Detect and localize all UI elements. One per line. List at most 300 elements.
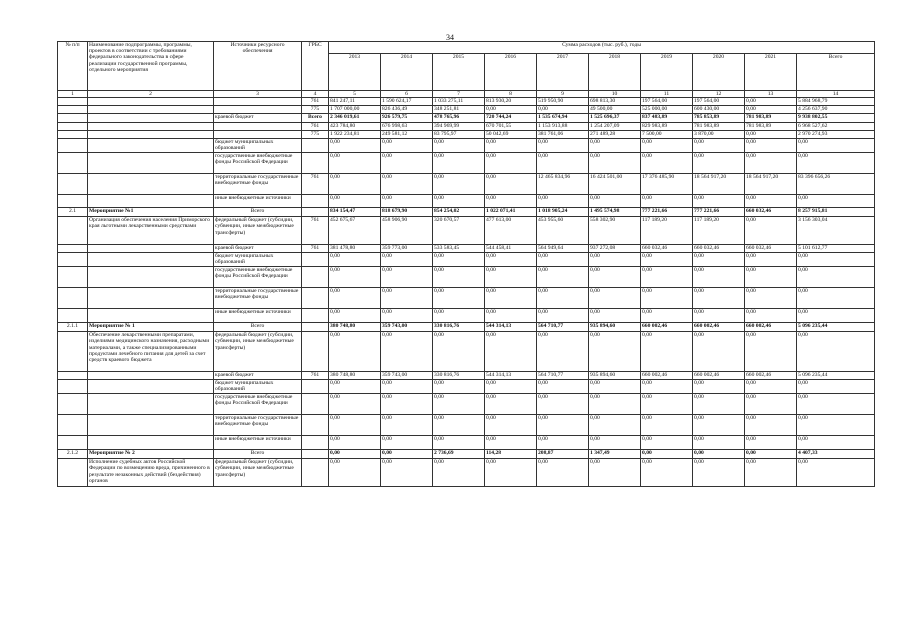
row-value: 660 002,46: [641, 323, 693, 332]
row-number: [58, 114, 88, 123]
row-value: 841 247,11: [329, 98, 381, 106]
row-grbs: Всего: [302, 114, 329, 123]
row-value: 348 251,81: [433, 106, 485, 114]
row-value: 0,00: [329, 415, 381, 436]
row-value: 519 950,90: [537, 98, 589, 106]
row-value: 9 938 802,55: [797, 114, 875, 123]
row-value: 0,00: [537, 394, 589, 415]
row-value: 330 816,76: [433, 372, 485, 380]
row-value: 0,00: [381, 459, 433, 487]
table-row: [58, 372, 875, 380]
row-grbs: [302, 323, 329, 332]
row-value: 0,00: [433, 394, 485, 415]
row-value: 6 968 527,62: [797, 123, 875, 131]
row-value: 18 564 917,20: [745, 174, 797, 195]
row-value: 720 744,24: [485, 114, 537, 123]
row-value: 8 257 915,81: [797, 208, 875, 217]
row-source: государственные внебюджетные фонды Российской Федерации: [214, 394, 302, 415]
column-number: 7: [433, 91, 485, 98]
row-value: 0,00: [589, 153, 641, 174]
column-number: 5: [329, 91, 381, 98]
table-row: [58, 153, 875, 174]
row-value: 777 221,66: [693, 208, 745, 217]
row-value: 0,00: [641, 139, 693, 153]
row-name: Обеспечение лекарственными препаратами, изделиями медицинского назначения, расходными материалами, а также специализированными продуктами лечебного питания для детей за счет средств краевого бюджета: [88, 332, 214, 372]
header-year: 2016: [485, 54, 537, 91]
row-value: 558 302,90: [589, 217, 641, 245]
header-year: 2015: [433, 54, 485, 91]
row-value: 0,00: [537, 459, 589, 487]
row-value: 1 590 624,17: [381, 98, 433, 106]
row-value: 525 000,00: [641, 106, 693, 114]
row-number: [58, 288, 88, 309]
row-value: 3 870,00: [693, 131, 745, 139]
row-name: [88, 123, 214, 131]
row-value: 2 970 274,93: [797, 131, 875, 139]
row-value: 0,00: [381, 332, 433, 372]
row-name: [88, 253, 214, 267]
row-value: 0,00: [641, 436, 693, 450]
row-value: 0,00: [797, 309, 875, 323]
table-row: [58, 323, 875, 332]
row-value: 0,00: [693, 139, 745, 153]
row-value: 0,00: [485, 459, 537, 487]
row-value: 0,00: [329, 459, 381, 487]
row-value: 49 500,00: [589, 106, 641, 114]
row-value: 0,00: [693, 253, 745, 267]
row-value: 1 033 275,11: [433, 98, 485, 106]
row-value: 698 813,30: [589, 98, 641, 106]
row-value: 1 018 905,24: [537, 208, 589, 217]
row-name: [88, 245, 214, 253]
row-grbs: 775: [302, 131, 329, 139]
row-number: [58, 267, 88, 288]
row-grbs: [302, 139, 329, 153]
row-value: 0,00: [797, 394, 875, 415]
row-number: [58, 332, 88, 372]
header-sum-title: Сумма расходов (тыс. руб.), годы: [329, 42, 875, 54]
table-row: [58, 245, 875, 253]
row-value: 359 773,00: [381, 245, 433, 253]
row-value: 0,00: [381, 195, 433, 208]
row-value: 0,00: [641, 394, 693, 415]
row-value: 0,00: [693, 332, 745, 372]
row-value: 0,00: [589, 253, 641, 267]
row-value: 660 002,46: [693, 372, 745, 380]
row-value: 0,00: [381, 174, 433, 195]
column-number: 4: [302, 91, 329, 98]
header-grbs: ГРБС: [302, 42, 329, 91]
row-value: 0,00: [589, 267, 641, 288]
column-number: 2: [88, 91, 214, 98]
row-value: 0,00: [641, 195, 693, 208]
row-value: 0,00: [589, 436, 641, 450]
row-value: 1 525 696,37: [589, 114, 641, 123]
row-value: 249 581,12: [381, 131, 433, 139]
row-value: 5 096 235,44: [797, 372, 875, 380]
row-value: 0,00: [537, 332, 589, 372]
row-value: 564 710,77: [537, 372, 589, 380]
row-value: 7 500,00: [641, 131, 693, 139]
row-value: 781 983,89: [745, 114, 797, 123]
row-value: 0,00: [641, 459, 693, 487]
row-name: [88, 394, 214, 415]
row-name: Мероприятие № 2: [88, 450, 214, 459]
row-value: 935 894,60: [589, 372, 641, 380]
row-value: 0,00: [641, 253, 693, 267]
row-value: 394 969,99: [433, 123, 485, 131]
row-grbs: 761: [302, 217, 329, 245]
row-value: 818 679,90: [381, 208, 433, 217]
row-value: 0,00: [589, 139, 641, 153]
row-value: 0,00: [537, 436, 589, 450]
row-value: 0,00: [485, 309, 537, 323]
row-source: Всего: [214, 208, 302, 217]
row-value: 0,00: [537, 139, 589, 153]
row-value: 0,00: [745, 139, 797, 153]
row-value: 0,00: [329, 153, 381, 174]
row-value: 0,00: [381, 139, 433, 153]
row-value: 0,00: [641, 153, 693, 174]
row-source: территориальные государственные внебюджетные фонды: [214, 415, 302, 436]
row-value: 0,00: [329, 332, 381, 372]
row-source: [214, 123, 302, 131]
row-value: 0,00: [537, 309, 589, 323]
row-value: 660 032,46: [693, 245, 745, 253]
row-value: 1 347,49: [589, 450, 641, 459]
row-value: 0,00: [589, 288, 641, 309]
row-value: 0,00: [485, 332, 537, 372]
row-number: [58, 415, 88, 436]
row-value: 16 424 501,00: [589, 174, 641, 195]
row-value: 359 743,00: [381, 323, 433, 332]
row-number: [58, 131, 88, 139]
table-row: [58, 380, 875, 394]
row-value: 0,00: [433, 309, 485, 323]
row-value: 0,00: [433, 436, 485, 450]
row-value: 478 765,96: [433, 114, 485, 123]
row-value: 0,00: [433, 288, 485, 309]
row-number: [58, 394, 88, 415]
row-value: 0,00: [433, 153, 485, 174]
row-source: территориальные государственные внебюджетные фонды: [214, 288, 302, 309]
row-value: 0,00: [433, 332, 485, 372]
row-value: 0,00: [745, 98, 797, 106]
row-name: [88, 174, 214, 195]
row-value: 0,00: [797, 253, 875, 267]
row-value: 0,00: [381, 288, 433, 309]
row-grbs: [302, 415, 329, 436]
row-name: [88, 415, 214, 436]
row-value: 117 189,20: [693, 217, 745, 245]
row-value: 0,00: [745, 288, 797, 309]
row-value: 0,00: [797, 436, 875, 450]
row-number: [58, 174, 88, 195]
row-grbs: [302, 394, 329, 415]
row-value: 544 314,13: [485, 372, 537, 380]
row-value: 0,00: [693, 394, 745, 415]
row-source: государственные внебюджетные фонды Российской Федерации: [214, 267, 302, 288]
row-value: 660 002,46: [693, 323, 745, 332]
row-source: федеральный бюджет (субсидии, субвенции, иные межбюджетные трансферты): [214, 217, 302, 245]
row-value: 937 272,08: [589, 245, 641, 253]
row-value: 83 396 656,26: [797, 174, 875, 195]
table-row: [58, 394, 875, 415]
row-value: 676 998,63: [381, 123, 433, 131]
row-value: 0,00: [797, 332, 875, 372]
row-grbs: [302, 208, 329, 217]
row-source: бюджет муниципальных образований: [214, 380, 302, 394]
row-name: [88, 106, 214, 114]
row-value: 0,00: [329, 195, 381, 208]
row-value: 0,00: [381, 153, 433, 174]
row-value: 1 535 674,94: [537, 114, 589, 123]
row-value: 477 613,00: [485, 217, 537, 245]
row-number: [58, 245, 88, 253]
row-grbs: [302, 450, 329, 459]
row-value: 0,00: [589, 380, 641, 394]
row-number: [58, 139, 88, 153]
row-name: Мероприятие №1: [88, 208, 214, 217]
row-name: [88, 267, 214, 288]
row-value: 544 458,41: [485, 245, 537, 253]
row-value: 380 748,80: [329, 323, 381, 332]
row-value: 781 983,89: [745, 123, 797, 131]
row-value: 0,00: [485, 106, 537, 114]
row-value: 0,00: [693, 380, 745, 394]
row-value: 0,00: [589, 332, 641, 372]
row-value: 0,00: [537, 380, 589, 394]
row-value: 0,00: [745, 253, 797, 267]
row-value: 0,00: [537, 153, 589, 174]
row-name: [88, 195, 214, 208]
row-value: 1 495 574,98: [589, 208, 641, 217]
row-value: 0,00: [485, 174, 537, 195]
row-value: 0,00: [745, 195, 797, 208]
row-value: 208,87: [537, 450, 589, 459]
row-source: Всего: [214, 450, 302, 459]
header-year: 2019: [641, 54, 693, 91]
row-source: [214, 98, 302, 106]
row-value: 0,00: [329, 380, 381, 394]
row-grbs: [302, 267, 329, 288]
row-source: территориальные государственные внебюджетные фонды: [214, 174, 302, 195]
row-value: 452 675,67: [329, 217, 381, 245]
row-grbs: 761: [302, 372, 329, 380]
table-row: [58, 195, 875, 208]
row-source: [214, 131, 302, 139]
row-value: 0,00: [745, 436, 797, 450]
row-value: 0,00: [745, 332, 797, 372]
row-number: 2.1: [58, 208, 88, 217]
column-number: 12: [693, 91, 745, 98]
row-value: 660 032,46: [745, 208, 797, 217]
row-value: 785 853,89: [693, 114, 745, 123]
row-value: 453 955,60: [537, 217, 589, 245]
row-value: 0,00: [537, 288, 589, 309]
table-row: [58, 106, 875, 114]
row-value: 0,00: [537, 195, 589, 208]
column-number: 1: [58, 91, 88, 98]
row-value: 0,00: [537, 415, 589, 436]
row-value: 660 032,46: [641, 245, 693, 253]
table-row: [58, 131, 875, 139]
row-value: 660 032,46: [745, 245, 797, 253]
row-value: 829 983,89: [641, 123, 693, 131]
row-value: 0,00: [485, 288, 537, 309]
row-value: 1 922 234,81: [329, 131, 381, 139]
row-name: [88, 114, 214, 123]
row-value: 0,00: [433, 380, 485, 394]
row-value: 0,00: [329, 139, 381, 153]
row-value: 0,00: [589, 195, 641, 208]
row-value: 0,00: [329, 174, 381, 195]
row-grbs: [302, 436, 329, 450]
table-row: [58, 309, 875, 323]
row-value: 114,28: [485, 450, 537, 459]
row-grbs: 761: [302, 174, 329, 195]
row-value: 0,00: [693, 450, 745, 459]
row-value: 564 949,64: [537, 245, 589, 253]
row-name: Мероприятие № 1: [88, 323, 214, 332]
column-number: 9: [537, 91, 589, 98]
header-year: 2017: [537, 54, 589, 91]
row-value: 0,00: [381, 380, 433, 394]
row-value: 0,00: [745, 450, 797, 459]
header-year: 2014: [381, 54, 433, 91]
row-value: 564 710,77: [537, 323, 589, 332]
row-value: 197 564,00: [693, 98, 745, 106]
row-value: 0,00: [433, 267, 485, 288]
row-value: 17 376 485,90: [641, 174, 693, 195]
row-grbs: [302, 309, 329, 323]
row-name: [88, 153, 214, 174]
row-value: 0,00: [641, 332, 693, 372]
row-source: краевой бюджет: [214, 245, 302, 253]
header-year: 2018: [589, 54, 641, 91]
row-value: 0,00: [381, 415, 433, 436]
row-name: [88, 372, 214, 380]
column-number: 11: [641, 91, 693, 98]
row-value: 854 254,02: [433, 208, 485, 217]
row-source: краевой бюджет: [214, 114, 302, 123]
row-value: 0,00: [433, 253, 485, 267]
table-row: [58, 139, 875, 153]
row-value: 0,00: [693, 459, 745, 487]
row-value: 0,00: [329, 253, 381, 267]
header-year: 2020: [693, 54, 745, 91]
row-value: 5 101 612,77: [797, 245, 875, 253]
row-value: 0,00: [745, 415, 797, 436]
row-value: 0,00: [381, 267, 433, 288]
row-number: [58, 309, 88, 323]
row-value: 0,00: [485, 380, 537, 394]
row-value: 0,00: [589, 415, 641, 436]
row-name: [88, 309, 214, 323]
row-value: 837 483,89: [641, 114, 693, 123]
table-row: [58, 436, 875, 450]
row-grbs: 761: [302, 123, 329, 131]
table-row: [58, 217, 875, 245]
row-value: 0,00: [329, 288, 381, 309]
row-source: бюджет муниципальных образований: [214, 139, 302, 153]
row-number: 2.1.1: [58, 323, 88, 332]
row-value: 670 701,55: [485, 123, 537, 131]
row-value: 320 670,57: [433, 217, 485, 245]
row-grbs: [302, 153, 329, 174]
row-value: 0,00: [745, 217, 797, 245]
row-grbs: [302, 332, 329, 372]
row-value: 813 930,20: [485, 98, 537, 106]
row-value: 117 189,20: [641, 217, 693, 245]
row-value: 0,00: [745, 394, 797, 415]
table-row: [58, 98, 875, 106]
row-name: [88, 98, 214, 106]
row-number: [58, 106, 88, 114]
row-grbs: [302, 253, 329, 267]
row-number: [58, 195, 88, 208]
row-value: 4 407,33: [797, 450, 875, 459]
row-value: 0,00: [797, 288, 875, 309]
row-value: 0,00: [537, 253, 589, 267]
row-value: 0,00: [641, 450, 693, 459]
row-value: 0,00: [693, 267, 745, 288]
row-name: Организация обеспечения населения Приморского края льготными лекарственными средствами: [88, 217, 214, 245]
row-value: 0,00: [381, 309, 433, 323]
row-value: 18 564 917,20: [693, 174, 745, 195]
row-source: бюджет муниципальных образований: [214, 253, 302, 267]
header-source: Источники ресурсного обеспечения: [214, 42, 302, 91]
row-value: 330 816,76: [433, 323, 485, 332]
row-value: 12 465 834,96: [537, 174, 589, 195]
row-number: [58, 123, 88, 131]
row-value: 0,00: [329, 267, 381, 288]
row-value: 0,00: [433, 139, 485, 153]
row-source: иные внебюджетные источники: [214, 436, 302, 450]
row-value: 4 256 637,90: [797, 106, 875, 114]
header-year: 2021: [745, 54, 797, 91]
row-value: 0,00: [485, 415, 537, 436]
table-row: [58, 332, 875, 372]
row-value: 0,00: [641, 267, 693, 288]
column-number: 14: [797, 91, 875, 98]
row-value: 0,00: [329, 450, 381, 459]
row-value: 458 906,90: [381, 217, 433, 245]
row-name: [88, 436, 214, 450]
row-value: 0,00: [329, 309, 381, 323]
row-value: 777 221,66: [641, 208, 693, 217]
budget-table: [57, 41, 875, 487]
row-value: 0,00: [797, 139, 875, 153]
row-value: 0,00: [537, 106, 589, 114]
row-value: 0,00: [433, 174, 485, 195]
row-source: [214, 106, 302, 114]
row-value: 826 436,49: [381, 106, 433, 114]
table-row: [58, 208, 875, 217]
row-value: 0,00: [745, 309, 797, 323]
row-value: 0,00: [797, 459, 875, 487]
row-value: 0,00: [589, 309, 641, 323]
row-value: 0,00: [381, 450, 433, 459]
row-name: Исполнение судебных актов Российской Федерации по возмещению вреда, причиненного в результате незаконных действий (бездействия) органов: [88, 459, 214, 487]
row-number: [58, 217, 88, 245]
row-name: [88, 131, 214, 139]
table-row: [58, 123, 875, 131]
row-value: 0,00: [485, 267, 537, 288]
row-source: иные внебюджетные источники: [214, 309, 302, 323]
row-value: 0,00: [485, 253, 537, 267]
row-value: 0,00: [693, 415, 745, 436]
